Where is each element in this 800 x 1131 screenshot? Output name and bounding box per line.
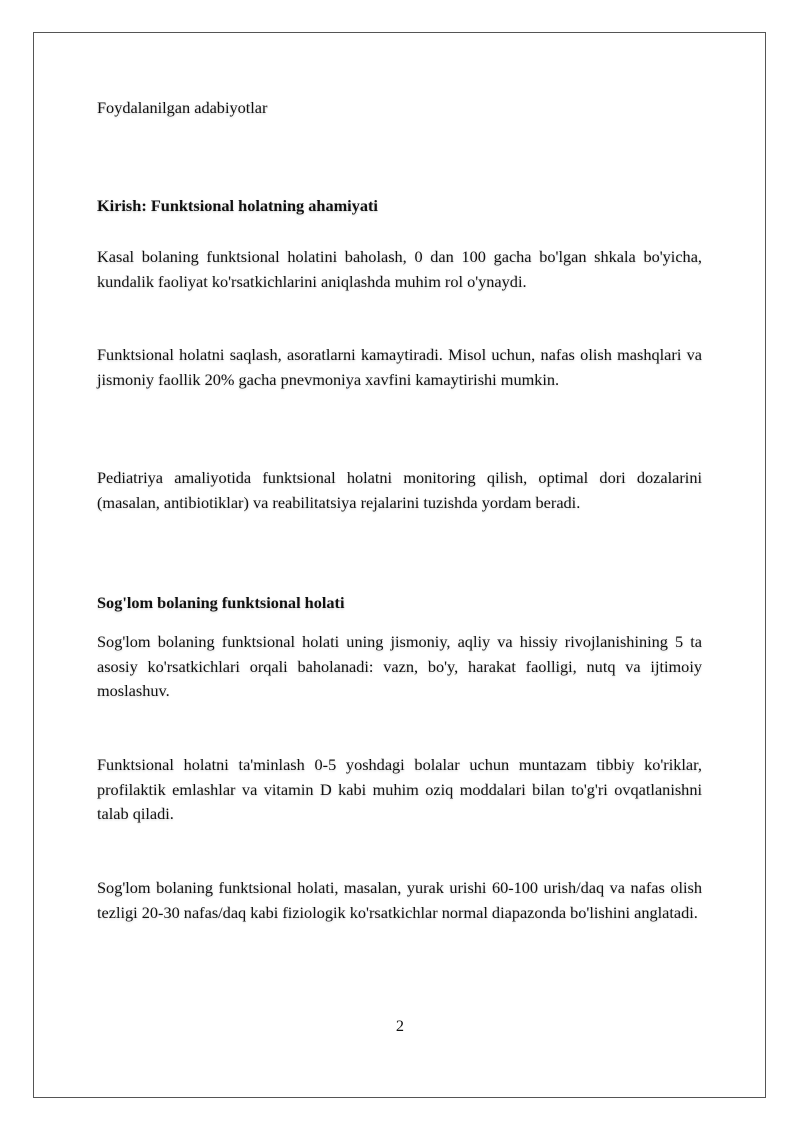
paragraph: Pediatriya amaliyotida funktsional holatni monitoring qilish, optimal dori dozalarini (masalan, antibiotiklar) va reabilitatsiya rejalarini tuzishda yordam beradi. — [97, 468, 702, 512]
paragraph: Sog'lom bolaning funktsional holati uning jismoniy, aqliy va hissiy rivojlanishining 5 ta asosiy ko'rsatkichlari orqali baholanadi: vazn, bo'y, harakat faolligi, nutq va ijtimoiy moslashuv. — [97, 632, 702, 700]
paragraph: Sog'lom bolaning funktsional holati, masalan, yurak urishi 60-100 urish/daq va nafas olish tezligi 20-30 nafas/daq kabi fiziologik ko'rsatkichlar normal diapazonda bo'lishini anglatadi. — [97, 878, 702, 922]
section-heading-introduction: Kirish: Funktsional holatning ahamiyati — [97, 196, 378, 215]
paragraph: Funktsional holatni ta'minlash 0-5 yoshdagi bolalar uchun muntazam tibbiy ko'riklar, profilaktik emlashlar va vitamin D kabi muhim oziq moddalari bilan to'g'ri ovqatlanishni talab qiladi. — [97, 755, 702, 823]
section-heading-healthy-child: Sog'lom bolaning funktsional holati — [97, 593, 345, 612]
page-number: 2 — [395, 1016, 405, 1035]
page-frame — [33, 32, 766, 1098]
paragraph: Kasal bolaning funktsional holatini baholash, 0 dan 100 gacha bo'lgan shkala bo'yicha, kundalik faoliyat ko'rsatkichlarini aniqlashda muhim rol o'ynaydi. — [97, 247, 702, 291]
paragraph: Funktsional holatni saqlash, asoratlarni kamaytiradi. Misol uchun, nafas olish mashqlari va jismoniy faollik 20% gacha pnevmoniya xavfini kamaytirishi mumkin. — [97, 345, 702, 389]
references-label: Foydalanilgan adabiyotlar — [97, 98, 268, 117]
